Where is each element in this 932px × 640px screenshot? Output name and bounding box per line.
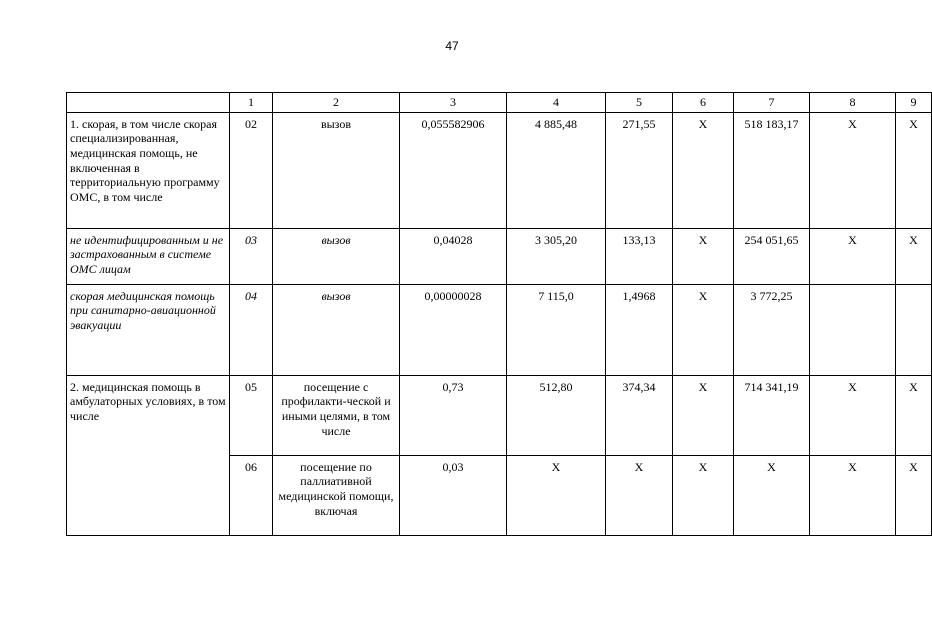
header-cell: 6 xyxy=(673,93,734,113)
row-label: не идентифицированным и не застрахованным в системе ОМС лицам xyxy=(67,228,230,284)
header-cell: 3 xyxy=(400,93,507,113)
row-code: 06 xyxy=(230,455,273,535)
row-code: 05 xyxy=(230,375,273,455)
cell-col-7: Х xyxy=(734,455,810,535)
header-cell: 4 xyxy=(507,93,606,113)
cell-col-4: 7 115,0 xyxy=(507,284,606,375)
cell-col-6: Х xyxy=(673,228,734,284)
cell-col-7: 254 051,65 xyxy=(734,228,810,284)
cell-col-4: 4 885,48 xyxy=(507,112,606,228)
cell-col-7: 518 183,17 xyxy=(734,112,810,228)
cell-col-3: 0,055582906 xyxy=(400,112,507,228)
cell-col-6: Х xyxy=(673,375,734,455)
row-unit: вызов xyxy=(273,112,400,228)
header-cell: 8 xyxy=(810,93,896,113)
header-cell: 2 xyxy=(273,93,400,113)
data-table xyxy=(66,92,932,536)
cell-col-3: 0,73 xyxy=(400,375,507,455)
cell-col-6: Х xyxy=(673,455,734,535)
row-unit: вызов xyxy=(273,284,400,375)
table-row xyxy=(67,375,932,455)
cell-col-4: 3 305,20 xyxy=(507,228,606,284)
cell-col-5: 271,55 xyxy=(606,112,673,228)
row-label: 1. скорая, в том числе скорая специализированная, медицинская помощь, не включенная в территориальную программу ОМС, в том числе xyxy=(67,112,230,228)
cell-col-6: Х xyxy=(673,112,734,228)
cell-col-3: 0,03 xyxy=(400,455,507,535)
row-unit: посещение с профилакти-ческой и иными целями, в том числе xyxy=(273,375,400,455)
header-cell xyxy=(67,93,230,113)
cell-col-9: Х xyxy=(896,228,932,284)
cell-col-8: Х xyxy=(810,228,896,284)
cell-col-8: Х xyxy=(810,375,896,455)
row-unit: вызов xyxy=(273,228,400,284)
table-row xyxy=(67,228,932,284)
cell-col-5: 133,13 xyxy=(606,228,673,284)
header-cell: 7 xyxy=(734,93,810,113)
table-row xyxy=(67,284,932,375)
cell-col-8 xyxy=(810,284,896,375)
header-cell: 1 xyxy=(230,93,273,113)
cell-col-8: Х xyxy=(810,455,896,535)
header-cell: 5 xyxy=(606,93,673,113)
cell-col-5: Х xyxy=(606,455,673,535)
cell-col-8: Х xyxy=(810,112,896,228)
row-code: 03 xyxy=(230,228,273,284)
row-code: 04 xyxy=(230,284,273,375)
cell-col-9: Х xyxy=(896,455,932,535)
table-row xyxy=(67,112,932,228)
cell-col-6: Х xyxy=(673,284,734,375)
cell-col-4: Х xyxy=(507,455,606,535)
cell-col-3: 0,04028 xyxy=(400,228,507,284)
table-header-row xyxy=(67,93,932,113)
cell-col-9 xyxy=(896,284,932,375)
page-number: 47 xyxy=(445,39,459,53)
cell-col-9: Х xyxy=(896,375,932,455)
row-code: 02 xyxy=(230,112,273,228)
header-cell: 9 xyxy=(896,93,932,113)
row-label: 2. медицинская помощь в амбулаторных условиях, в том числе xyxy=(67,375,230,535)
cell-col-3: 0,00000028 xyxy=(400,284,507,375)
cell-col-5: 374,34 xyxy=(606,375,673,455)
row-unit: посещение по паллиативной медицинской помощи, включая xyxy=(273,455,400,535)
cell-col-4: 512,80 xyxy=(507,375,606,455)
cell-col-7: 714 341,19 xyxy=(734,375,810,455)
row-label: скорая медицинская помощь при санитарно-авиационной эвакуации xyxy=(67,284,230,375)
cell-col-9: Х xyxy=(896,112,932,228)
cell-col-5: 1,4968 xyxy=(606,284,673,375)
cell-col-7: 3 772,25 xyxy=(734,284,810,375)
